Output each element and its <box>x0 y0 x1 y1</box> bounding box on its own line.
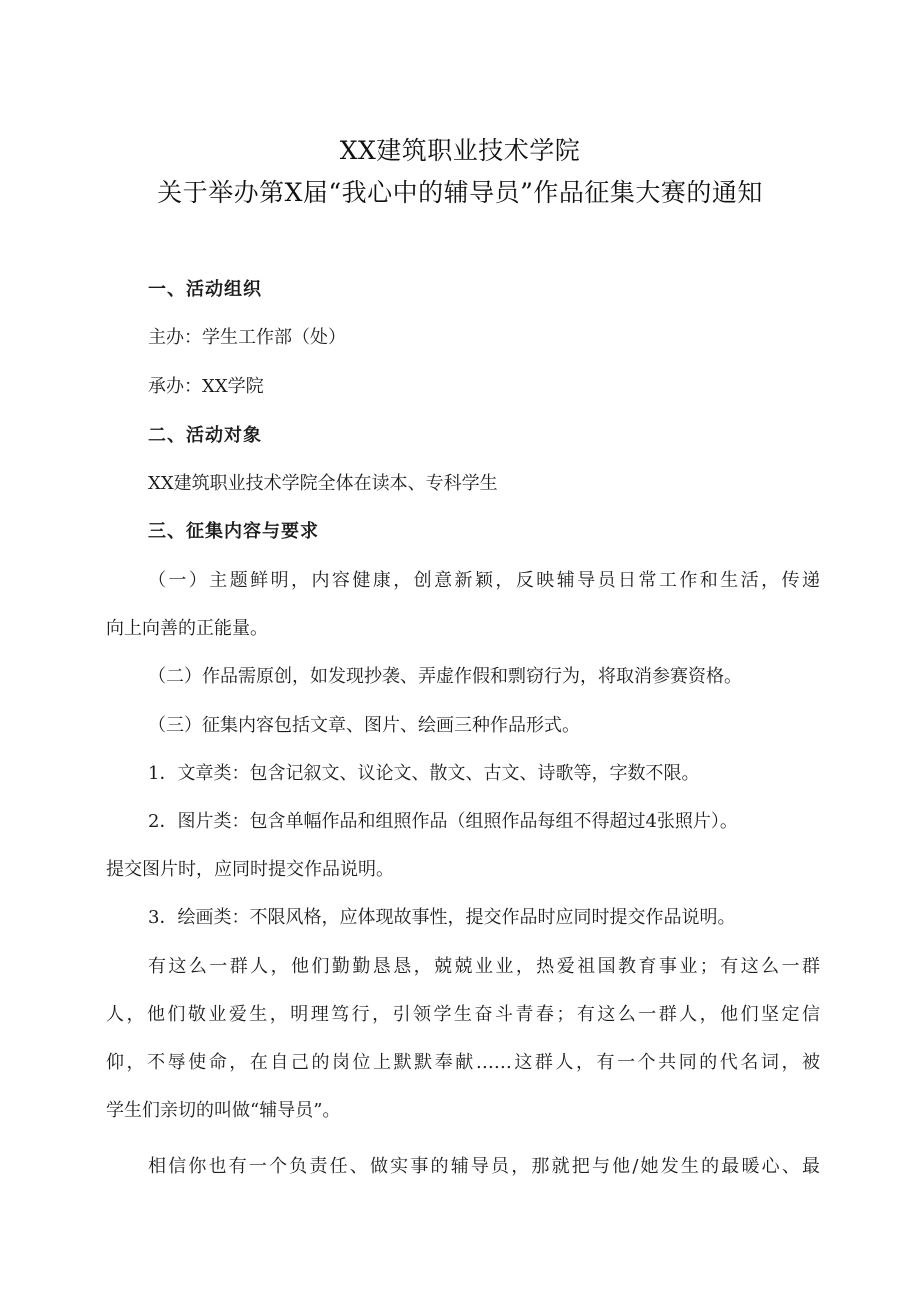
document-title-line-1: XX建筑职业技术学院 <box>339 136 581 165</box>
section-heading-target: 二、活动对象 <box>148 425 262 446</box>
category-photo-line-2: 提交图片时，应同时提交作品说明。 <box>106 859 394 880</box>
requirement-2: （二）作品需原创，如发现抄袭、弄虚作假和剽窃行为，将取消参赛资格。 <box>148 666 742 687</box>
paragraph-2-line-1: 相信你也有一个负责任、做实事的辅导员，那就把与他/她发生的最暖心、最 <box>148 1156 820 1177</box>
requirement-1-line-2: 向上向善的正能量。 <box>106 618 268 639</box>
paragraph-1-line-2: 人，他们敬业爱生，明理笃行，引领学生奋斗青春；有这么一群人，他们坚定信 <box>106 1004 820 1025</box>
paragraph-1-line-3: 仰，不辱使命，在自己的岗位上默默奉献……这群人，有一个共同的代名词，被 <box>106 1052 820 1073</box>
category-article: 1．文章类：包含记叙文、议论文、散文、古文、诗歌等，字数不限。 <box>148 763 700 784</box>
undertaker-text: 承办：XX学院 <box>148 376 264 397</box>
paragraph-1-line-1: 有这么一群人，他们勤勤恳恳，兢兢业业，热爱祖国教育事业；有这么一群 <box>148 956 820 977</box>
organizer-text: 主办：学生工作部（处） <box>148 327 346 348</box>
category-painting: 3．绘画类：不限风格，应体现故事性，提交作品时应同时提交作品说明。 <box>148 907 736 928</box>
requirement-3: （三）征集内容包括文章、图片、绘画三种作品形式。 <box>148 715 580 736</box>
target-text: XX建筑职业技术学院全体在读本、专科学生 <box>148 473 498 494</box>
category-photo-line-1: 2．图片类：包含单幅作品和组照作品（组照作品每组不得超过4张照片）。 <box>148 811 738 832</box>
paragraph-1-line-4: 学生们亲切的叫做“辅导员”。 <box>106 1100 341 1121</box>
section-heading-organization: 一、活动组织 <box>148 279 262 300</box>
requirement-1-line-1: （一）主题鲜明，内容健康，创意新颖，反映辅导员日常工作和生活，传递 <box>148 570 820 591</box>
document-title-line-2: 关于举办第X届“我心中的辅导员”作品征集大赛的通知 <box>157 178 763 207</box>
section-heading-requirements: 三、征集内容与要求 <box>148 521 319 542</box>
